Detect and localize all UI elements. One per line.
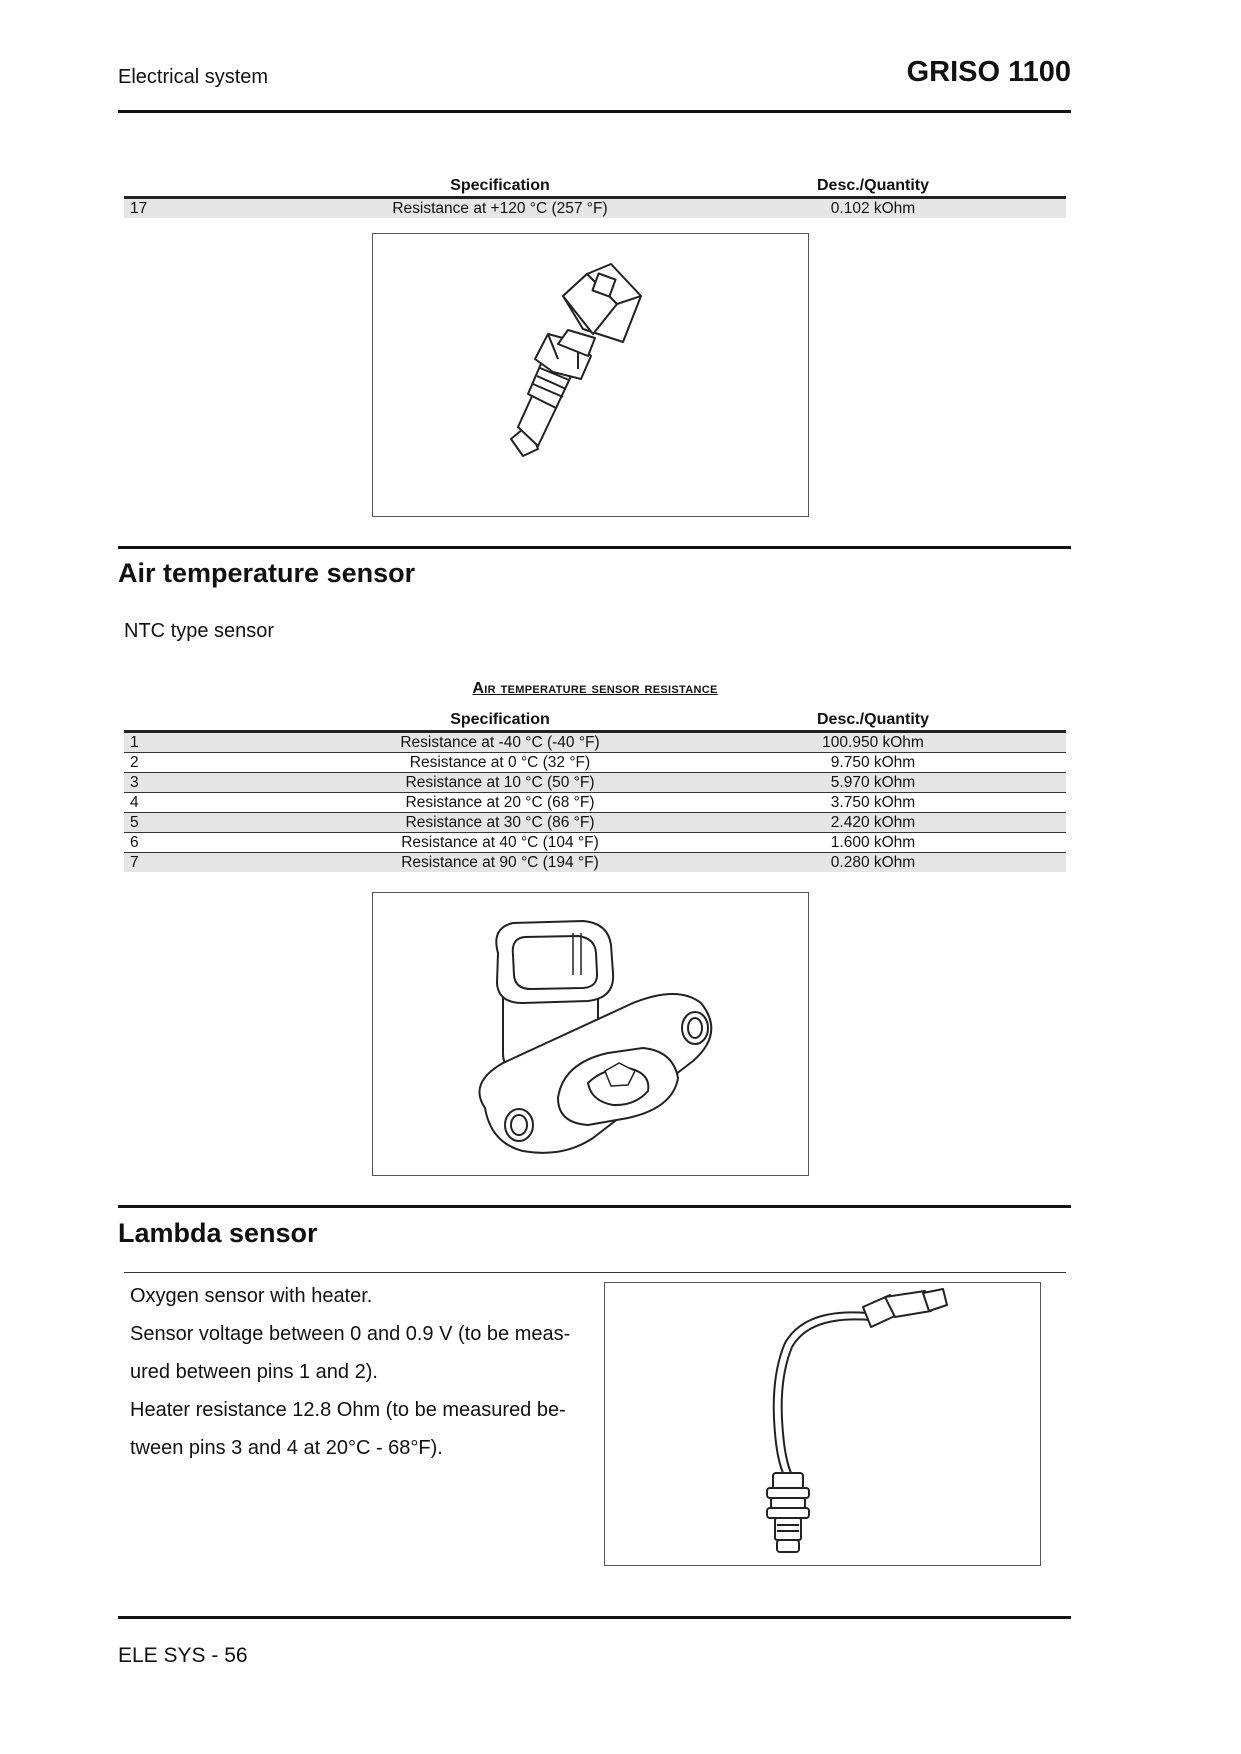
lambda-sensor-figure — [604, 1282, 1041, 1566]
coolant-sensor-drawing — [373, 234, 807, 515]
row-qty: 1.600 kOhm — [680, 833, 1066, 853]
row-number: 5 — [124, 813, 320, 833]
lambda-line: ured between pins 1 and 2). — [130, 1361, 378, 1383]
footer-rule — [118, 1616, 1071, 1619]
air-sensor-table-caption — [124, 680, 1066, 698]
caption-text: Air temperature sensor resistance — [472, 680, 718, 697]
row-number: 17 — [124, 198, 320, 219]
table-row — [124, 833, 1066, 853]
table-header-spec: Specification — [320, 711, 680, 732]
row-spec: Resistance at 0 °C (32 °F) — [320, 753, 680, 773]
section-rule-lambda — [118, 1205, 1071, 1208]
lambda-sensor-description — [124, 1277, 594, 1467]
table-row — [124, 773, 1066, 793]
row-number: 6 — [124, 833, 320, 853]
table-row — [124, 198, 1066, 219]
row-number: 3 — [124, 773, 320, 793]
table-header-num — [124, 177, 320, 198]
row-spec: Resistance at 90 °C (194 °F) — [320, 853, 680, 873]
header-section-title: Electrical system — [118, 66, 269, 88]
table-row — [124, 853, 1066, 873]
table-header-qty: Desc./Quantity — [680, 711, 1066, 732]
header-model-name: GRISO 1100 — [906, 56, 1071, 88]
row-spec: Resistance at 30 °C (86 °F) — [320, 813, 680, 833]
table-header-spec: Specification — [320, 177, 680, 198]
row-number: 2 — [124, 753, 320, 773]
row-qty: 2.420 kOhm — [680, 813, 1066, 833]
coolant-sensor-table — [124, 177, 1066, 218]
row-number: 7 — [124, 853, 320, 873]
air-sensor-table — [124, 711, 1066, 872]
lambda-line: Oxygen sensor with heater. — [130, 1285, 373, 1307]
row-qty: 0.102 kOhm — [680, 198, 1066, 219]
row-spec: Resistance at 40 °C (104 °F) — [320, 833, 680, 853]
lambda-table-rule — [124, 1272, 1066, 1273]
row-qty: 5.970 kOhm — [680, 773, 1066, 793]
header-rule — [118, 110, 1071, 113]
footer-page-number: ELE SYS - 56 — [118, 1644, 248, 1667]
table-row — [124, 793, 1066, 813]
section-rule-air — [118, 546, 1071, 549]
lambda-line: tween pins 3 and 4 at 20°C - 68°F). — [130, 1437, 443, 1459]
air-sensor-description: NTC type sensor — [124, 620, 275, 642]
row-qty: 3.750 kOhm — [680, 793, 1066, 813]
air-sensor-figure — [372, 892, 809, 1176]
coolant-sensor-figure — [372, 233, 809, 517]
lambda-line: Sensor voltage between 0 and 0.9 V (to be meas- — [130, 1323, 571, 1345]
lambda-sensor-title: Lambda sensor — [118, 1218, 318, 1248]
row-qty: 0.280 kOhm — [680, 853, 1066, 873]
row-qty: 9.750 kOhm — [680, 753, 1066, 773]
air-sensor-drawing — [373, 893, 807, 1174]
row-qty: 100.950 kOhm — [680, 732, 1066, 753]
table-row — [124, 732, 1066, 753]
row-spec: Resistance at -40 °C (-40 °F) — [320, 732, 680, 753]
table-header-num — [124, 711, 320, 732]
row-spec: Resistance at 10 °C (50 °F) — [320, 773, 680, 793]
row-number: 1 — [124, 732, 320, 753]
table-header-qty: Desc./Quantity — [680, 177, 1066, 198]
row-number: 4 — [124, 793, 320, 813]
air-sensor-title: Air temperature sensor — [118, 558, 416, 588]
row-spec: Resistance at +120 °C (257 °F) — [320, 198, 680, 219]
table-row — [124, 753, 1066, 773]
lambda-sensor-drawing — [605, 1283, 1039, 1564]
row-spec: Resistance at 20 °C (68 °F) — [320, 793, 680, 813]
lambda-line: Heater resistance 12.8 Ohm (to be measured be- — [130, 1399, 566, 1421]
table-row — [124, 813, 1066, 833]
